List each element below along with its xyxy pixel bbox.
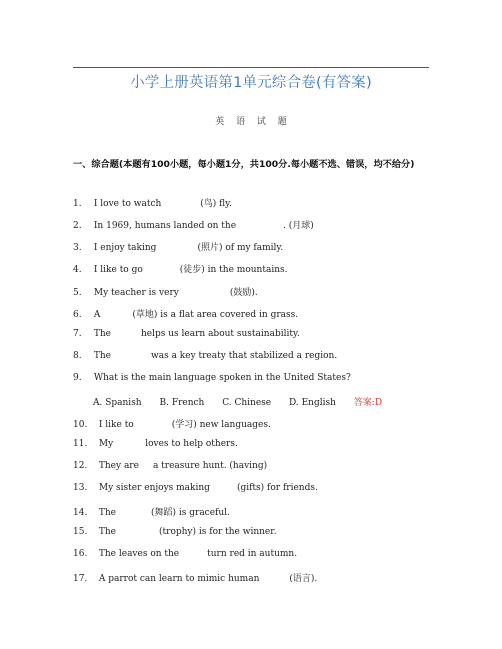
question-text-before: In 1969, humans landed on the — [93, 221, 237, 231]
question-number: 6. — [73, 310, 82, 320]
question-text-after: . (月球) — [283, 221, 314, 231]
question-item — [73, 307, 298, 320]
question-number: 15. — [73, 527, 88, 537]
question-item — [73, 285, 258, 298]
question-text-after: (学习) new languages. — [171, 420, 271, 430]
question-item — [73, 373, 351, 383]
question-options — [93, 395, 397, 408]
question-text-after: (草地) is a flat area covered in grass. — [132, 310, 299, 320]
question-text-after: (舞蹈) is graceful. — [151, 508, 230, 518]
question-number: 9. — [73, 373, 82, 383]
question-text-after: (徒步) in the mountains. — [179, 265, 288, 275]
question-text-before: The leaves on the — [98, 549, 180, 559]
question-number: 11. — [73, 439, 88, 449]
question-text-before: A parrot can learn to mimic human — [98, 574, 260, 584]
question-item — [73, 196, 232, 209]
question-text-before: The — [93, 351, 112, 361]
question-number: 13. — [73, 483, 88, 493]
option-d: D. English — [289, 398, 336, 408]
question-number: 3. — [73, 243, 82, 253]
question-item — [73, 549, 297, 559]
option-b: B. French — [159, 398, 205, 408]
question-text-before: I love to watch — [93, 199, 162, 209]
question-number: 14. — [73, 508, 88, 518]
question-text-after: loves to help others. — [145, 439, 238, 449]
question-number: 1. — [73, 199, 82, 209]
answer-key: 答案:D — [353, 398, 383, 408]
question-item — [73, 417, 271, 430]
document-subtitle: 英 语 试 题 — [215, 117, 287, 127]
question-text-after: (trophy) is for the winner. — [159, 527, 277, 537]
question-text-after: turn red in autumn. — [207, 549, 298, 559]
question-number: 5. — [73, 288, 82, 298]
question-item — [73, 240, 283, 253]
question-text-after: (语言). — [289, 574, 318, 584]
question-number: 12. — [73, 461, 88, 471]
question-text-before: The — [93, 329, 112, 339]
question-text-before: My teacher is very — [93, 288, 179, 298]
question-item — [73, 571, 317, 584]
question-item — [73, 218, 314, 231]
question-item — [73, 439, 238, 449]
question-text-before: The — [98, 527, 117, 537]
question-text-before: They are — [98, 461, 139, 471]
question-item — [73, 505, 230, 518]
question-number: 10. — [73, 420, 88, 430]
question-number: 17. — [73, 574, 88, 584]
header-rule — [73, 67, 429, 68]
question-item — [73, 351, 337, 361]
question-text-after: (照片) of my family. — [197, 243, 284, 253]
question-text-after: (gifts) for friends. — [236, 483, 318, 493]
question-text-after: (鼓励). — [229, 288, 258, 298]
section-heading: 一、综合题(本题有100小题，每小题1分，共100分.每小题不选、错误，均不给分) — [73, 159, 415, 170]
question-number: 4. — [73, 265, 82, 275]
question-number: 16. — [73, 549, 88, 559]
question-text-after: (鸟) fly. — [200, 199, 232, 209]
question-number: 8. — [73, 351, 82, 361]
question-text-before: I like to — [98, 420, 134, 430]
question-item — [73, 329, 300, 339]
question-number: 2. — [73, 221, 82, 231]
question-text-after: was a key treaty that stabilized a region. — [151, 351, 338, 361]
question-item — [73, 483, 318, 493]
question-text-before: My sister enjoys making — [98, 483, 210, 493]
question-item — [73, 461, 267, 471]
question-text-before: I like to go — [93, 265, 143, 275]
question-item — [73, 527, 276, 537]
question-text-after: helps us learn about sustainability. — [141, 329, 300, 339]
question-number: 7. — [73, 329, 82, 339]
question-text-after: a treasure hunt. (having) — [152, 461, 268, 471]
question-item — [73, 262, 287, 275]
option-a: A. Spanish — [93, 398, 142, 408]
option-c: C. Chinese — [222, 398, 272, 408]
question-text-before: A — [93, 310, 101, 320]
question-text-before: The — [98, 508, 117, 518]
question-text-before: I enjoy taking — [93, 243, 157, 253]
question-text-before: What is the main language spoken in the United States? — [93, 373, 351, 383]
question-text-before: My — [98, 439, 114, 449]
document-title: 小学上册英语第1单元综合卷(有答案) — [130, 75, 372, 91]
